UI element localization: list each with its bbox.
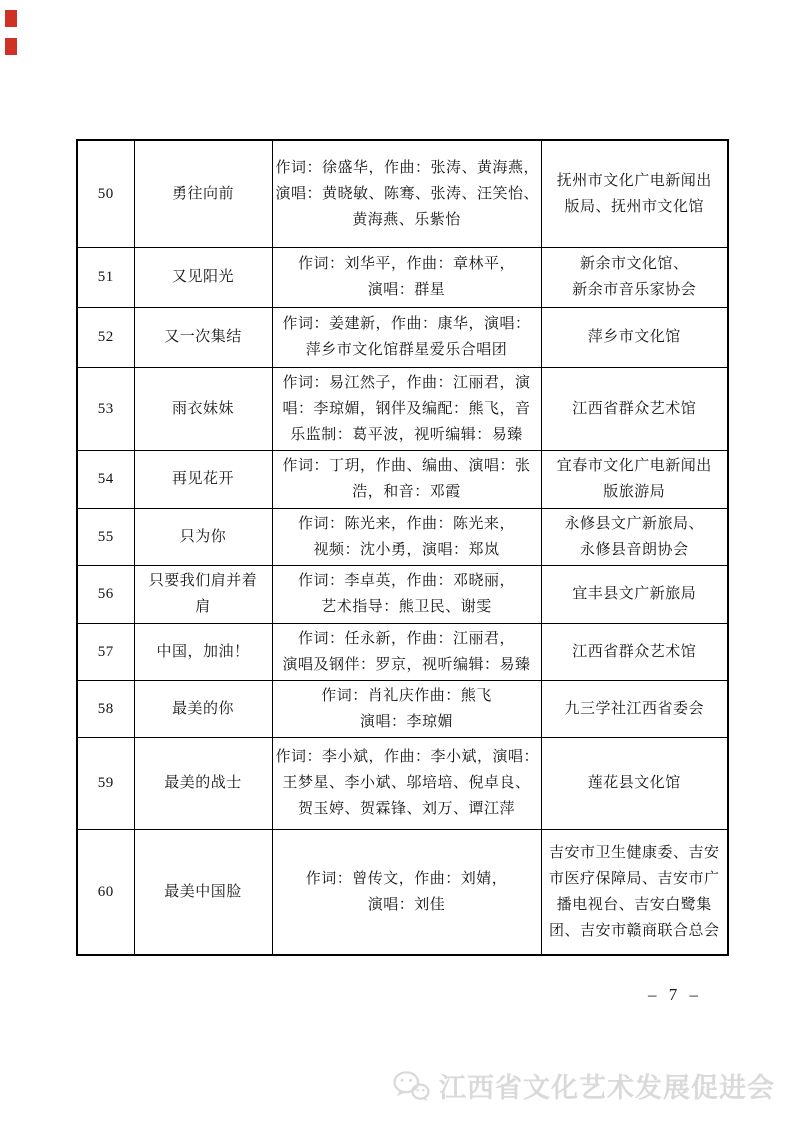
table-row (77, 140, 728, 247)
cell-number: 57 (77, 623, 134, 680)
cell-number: 51 (77, 247, 134, 307)
table-row (77, 508, 728, 565)
cell-song-title: 最美的你 (134, 680, 272, 737)
cell-organization: 新余市文化馆、 新余市音乐家协会 (541, 247, 728, 307)
cell-credits: 作词：李卓英，作曲：邓晓丽， 艺术指导：熊卫民、谢雯 (272, 565, 541, 623)
table-row (77, 680, 728, 737)
cell-number: 50 (77, 140, 134, 247)
cell-credits: 作词：李小斌，作曲：李小斌，演唱： 王梦星、李小斌、邬培培、倪卓良、 贺玉婷、贺霖锋、刘万、谭江萍 (272, 737, 541, 829)
watermark-text: 江西省文化艺术发展促进会 (439, 1073, 775, 1103)
cell-credits: 作词：徐盛华，作曲：张涛、黄海燕， 演唱：黄晓敏、陈骞、张涛、汪笑怡、 黄海燕、乐紫怡 (272, 140, 541, 247)
cell-number: 55 (77, 508, 134, 565)
corner-red-mark (5, 10, 17, 27)
watermark (392, 1066, 775, 1105)
cell-credits: 作词：任永新，作曲：江丽君， 演唱及钢伴：罗京，视听编辑：易臻 (272, 623, 541, 680)
cell-credits: 作词：曾传文，作曲：刘婧， 演唱：刘佳 (272, 829, 541, 955)
cell-credits: 作词：易江然子，作曲：江丽君，演 唱：李琼媚，钢伴及编配：熊飞，音 乐监制：葛平波，视听编辑：易臻 (272, 367, 541, 450)
table-row (77, 367, 728, 450)
cell-credits: 作词：姜建新，作曲：康华，演唱： 萍乡市文化馆群星爱乐合唱团 (272, 307, 541, 367)
cell-number: 60 (77, 829, 134, 955)
cell-number: 58 (77, 680, 134, 737)
cell-number: 54 (77, 450, 134, 508)
cell-song-title: 雨衣妹妹 (134, 367, 272, 450)
cell-number: 56 (77, 565, 134, 623)
cell-song-title: 再见花开 (134, 450, 272, 508)
cell-organization: 萍乡市文化馆 (541, 307, 728, 367)
cell-organization: 吉安市卫生健康委、吉安 市医疗保障局、吉安市广 播电视台、吉安白鹭集 团、吉安市赣商联合总会 (541, 829, 728, 955)
cell-song-title: 又一次集结 (134, 307, 272, 367)
cell-number: 53 (77, 367, 134, 450)
table-row (77, 623, 728, 680)
cell-song-title: 又见阳光 (134, 247, 272, 307)
table-row (77, 829, 728, 955)
cell-number: 52 (77, 307, 134, 367)
cell-credits: 作词：刘华平，作曲：章林平， 演唱：群星 (272, 247, 541, 307)
table-row (77, 247, 728, 307)
table-row (77, 450, 728, 508)
cell-organization: 江西省群众艺术馆 (541, 623, 728, 680)
corner-red-mark (5, 38, 17, 55)
cell-song-title: 最美中国脸 (134, 829, 272, 955)
cell-credits: 作词：肖礼庆作曲：熊飞 演唱：李琼媚 (272, 680, 541, 737)
wechat-icon (392, 1070, 430, 1102)
cell-credits: 作词：丁玥，作曲、编曲、演唱：张 浩，和音：邓霞 (272, 450, 541, 508)
cell-song-title: 只为你 (134, 508, 272, 565)
cell-organization: 永修县文广新旅局、 永修县音朗协会 (541, 508, 728, 565)
cell-song-title: 只要我们肩并着 肩 (134, 565, 272, 623)
table-row (77, 307, 728, 367)
cell-song-title: 中国，加油！ (134, 623, 272, 680)
cell-credits: 作词：陈光来，作曲：陈光来， 视频：沈小勇，演唱：郑岚 (272, 508, 541, 565)
cell-organization: 莲花县文化馆 (541, 737, 728, 829)
cell-organization: 江西省群众艺术馆 (541, 367, 728, 450)
cell-organization: 宜丰县文广新旅局 (541, 565, 728, 623)
table-row (77, 737, 728, 829)
cell-song-title: 勇往向前 (134, 140, 272, 247)
cell-number: 59 (77, 737, 134, 829)
table-row (77, 565, 728, 623)
cell-organization: 抚州市文化广电新闻出 版局、抚州市文化馆 (541, 140, 728, 247)
cell-song-title: 最美的战士 (134, 737, 272, 829)
cell-organization: 宜春市文化广电新闻出 版旅游局 (541, 450, 728, 508)
page-number: – 7 – (648, 985, 702, 1004)
song-list-table (76, 139, 729, 956)
cell-organization: 九三学社江西省委会 (541, 680, 728, 737)
